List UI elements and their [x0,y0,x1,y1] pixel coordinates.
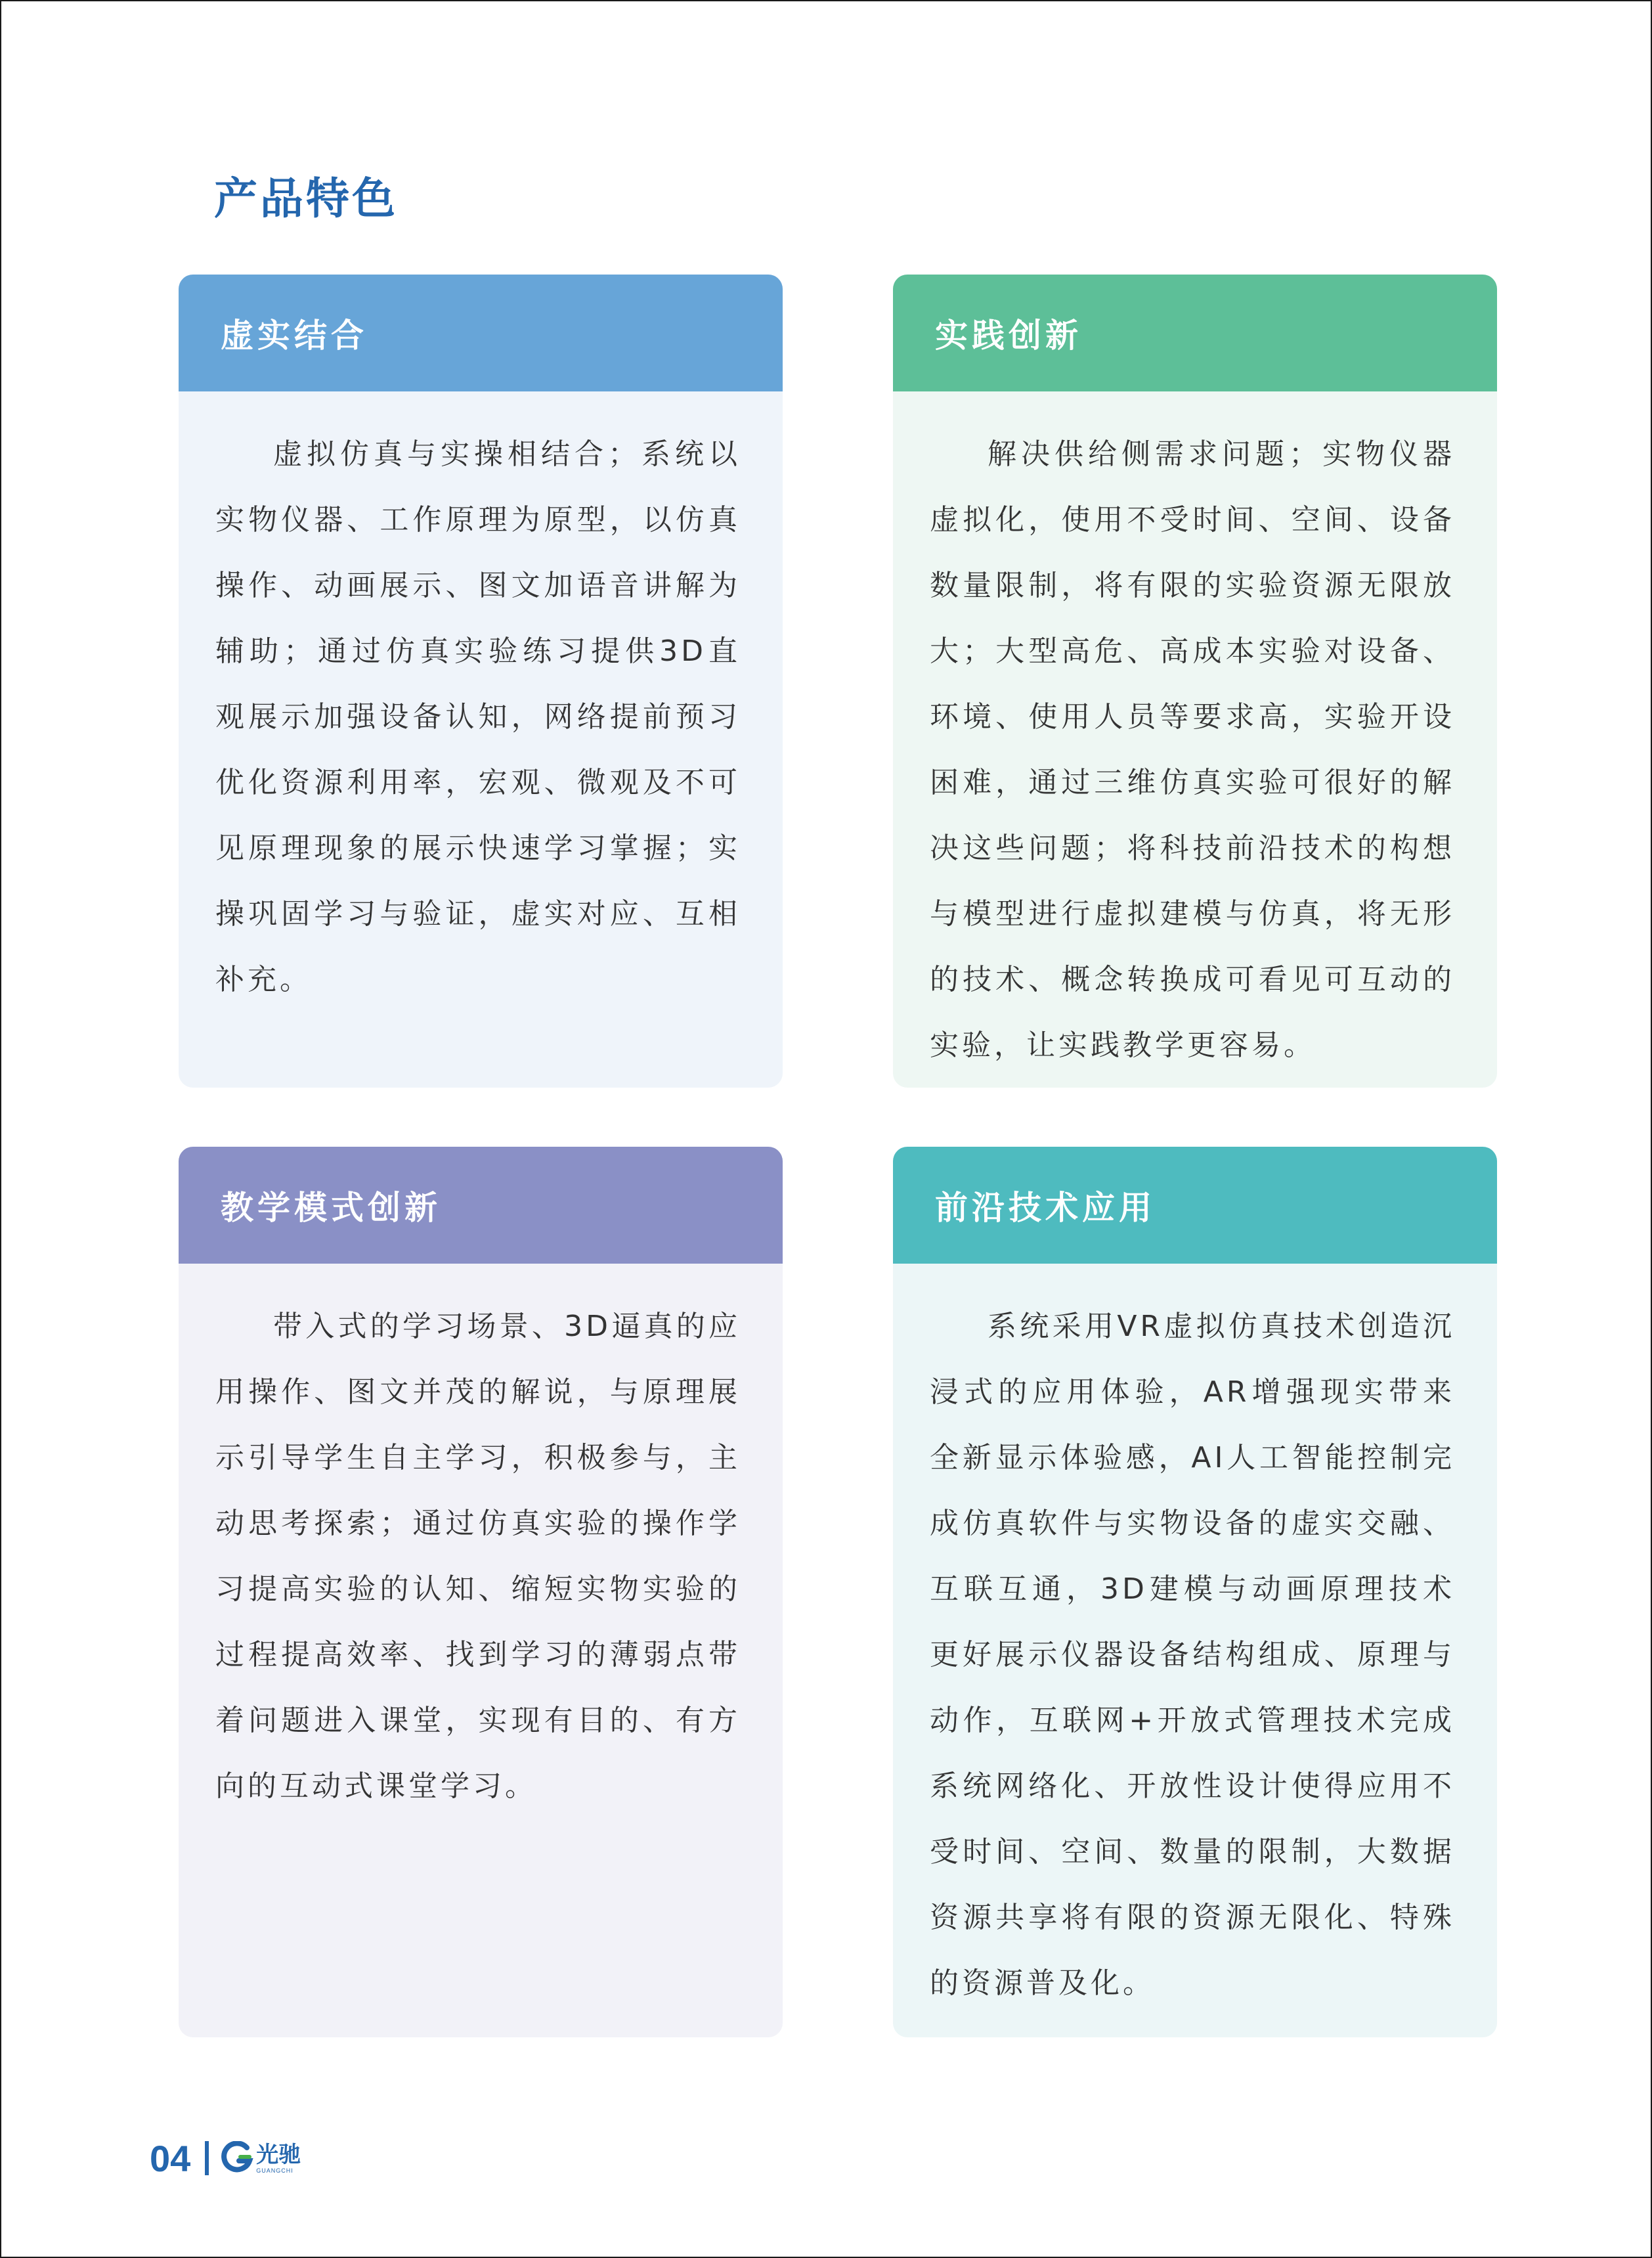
card-body-text: 解决供给侧需求问题；实物仪器虚拟化，使用不受时间、空间、设备数量限制，将有限的实验资源无限放大；大型高危、高成本实验对设备、环境、使用人员等要求高，实验开设困难，通过三维仿真实验可很好的解决这些问题；将科技前沿技术的构想与模型进行虚拟建模与仿真，将无形的技术、概念转换成可看见可互动的实验，让实践教学更容易。 [930,437,1455,1062]
card-body-text: 系统采用VR虚拟仿真技术创造沉浸式的应用体验，AR增强现实带来全新显示体验感，AI人工智能控制完成仿真软件与实物设备的虚实交融、互联互通，3D建模与动画原理技术更好展示仪器设备结构组成、原理与动作，互联网+开放式管理技术完成系统网络化、开放性设计使得应用不受时间、空间、数量的限制，大数据资源共享将有限的资源无限化、特殊的资源普及化。 [930,1310,1455,2000]
card-header: 虚实结合 [179,275,783,391]
page-footer [150,2132,301,2184]
card-body-text: 带入式的学习场景、3D逼真的应用操作、图文并茂的解说，与原理展示引导学生自主学习，积极参与，主动思考探索；通过仿真实验的操作学习提高实验的认知、缩短实物实验的过程提高效率、找到学习的薄弱点带着问题进入课堂，实现有目的、有方向的互动式课堂学习。 [215,1310,741,1803]
card-body-bg [179,391,783,1088]
card-header: 前沿技术应用 [893,1147,1497,1264]
footer-divider [205,2141,209,2175]
page-title: 产品特色 [214,173,398,224]
brand-logo-icon [221,2141,255,2175]
card-body-bg [893,391,1497,1088]
brand-logo [221,2141,301,2175]
brand-name-en: GUANGCHI [256,2167,293,2174]
feature-card-practice-innovation [893,275,1497,1088]
brand-name-cn: 光驰 [256,2142,301,2168]
feature-card-virtual-real [179,275,783,1088]
card-body-text: 虚拟仿真与实操相结合；系统以实物仪器、工作原理为原型，以仿真操作、动画展示、图文加语音讲解为辅助；通过仿真实验练习提供3D直观展示加强设备认知，网络提前预习优化资源利用率，宏观、微观及不可见原理现象的展示快速学习掌握；实操巩固学习与验证，虚实对应、互相补充。 [215,437,741,996]
card-header: 教学模式创新 [179,1147,783,1264]
card-body-bg [179,1264,783,2037]
feature-card-teaching-mode [179,1147,783,2037]
card-header: 实践创新 [893,275,1497,391]
page-number: 04 [150,2137,191,2179]
card-body-bg [893,1264,1497,2037]
feature-card-frontier-tech [893,1147,1497,2037]
